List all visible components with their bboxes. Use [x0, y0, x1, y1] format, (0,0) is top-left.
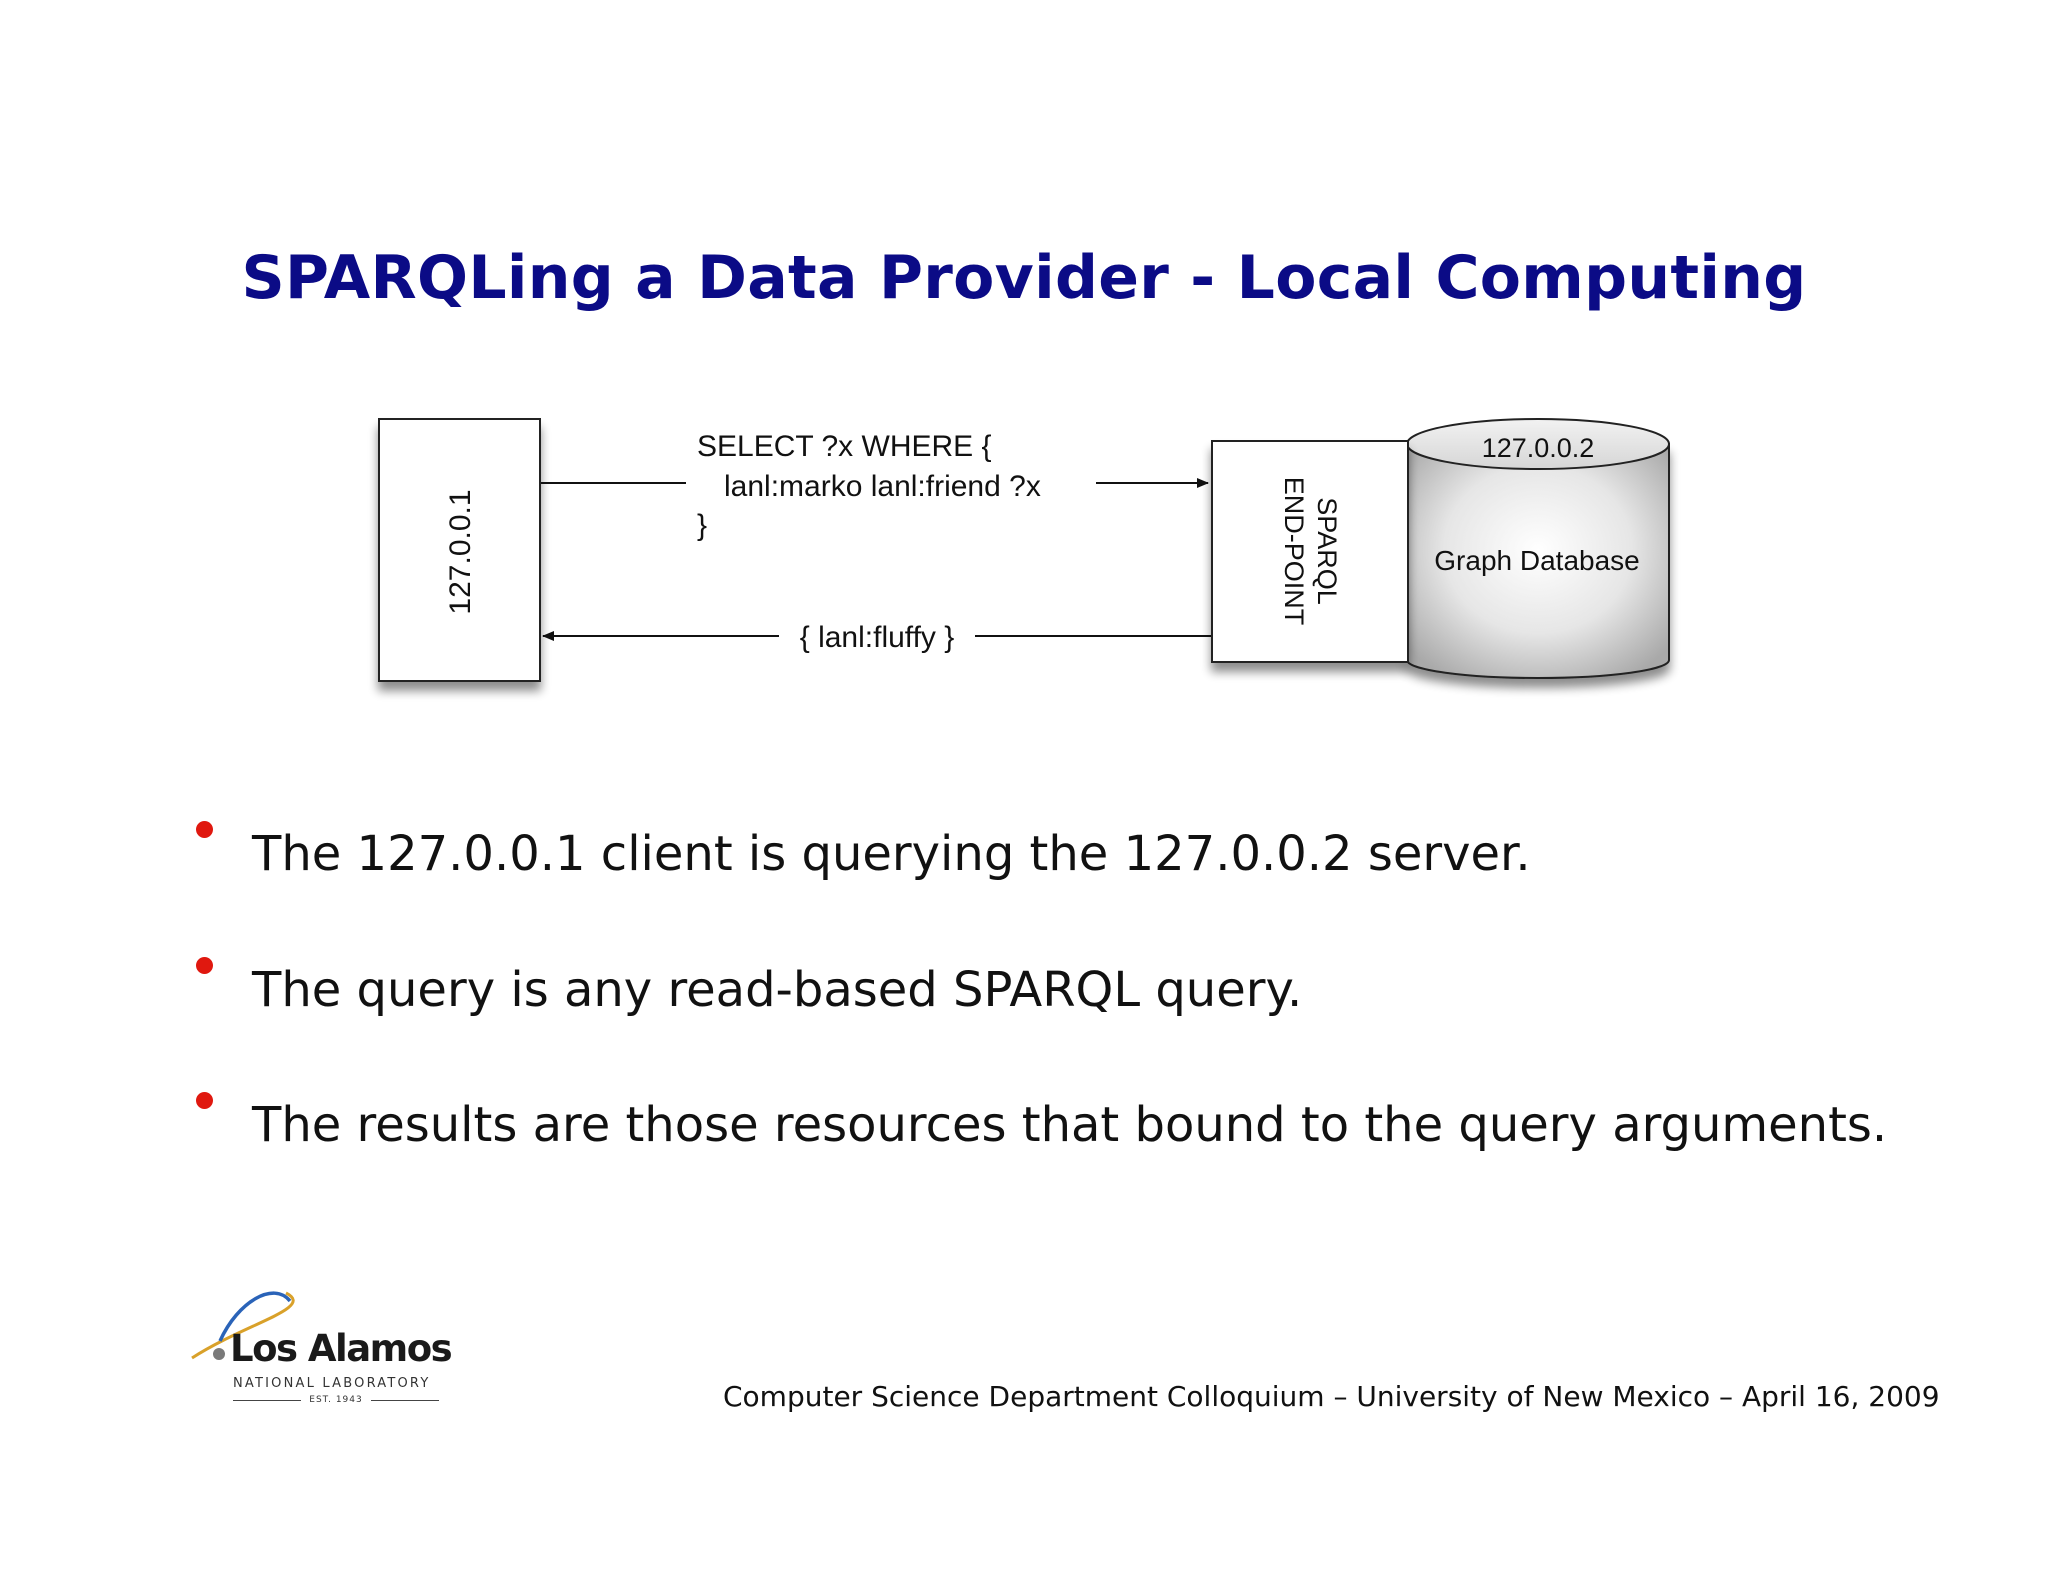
- footer-text: Computer Science Department Colloquium – University of New Mexico – April 16, 2009: [723, 1380, 1940, 1413]
- query-text: [697, 430, 1041, 542]
- bullet-text: The query is any read-based SPARQL query.: [252, 962, 1303, 1018]
- client-label: 127.0.0.1: [444, 489, 477, 615]
- query-line-3: }: [697, 509, 708, 542]
- bullet-text: The 127.0.0.1 client is querying the 127.0.0.2 server.: [252, 826, 1531, 882]
- result-label: { lanl:fluffy }: [799, 621, 955, 654]
- endpoint-line-1: SPARQL: [1312, 497, 1342, 605]
- bullet-dot: [196, 1092, 213, 1109]
- logo-subtitle: NATIONAL LABORATORY: [233, 1376, 431, 1391]
- graph-database-node: [1407, 419, 1669, 678]
- endpoint-line-2: END-POINT: [1279, 476, 1309, 626]
- bullet-dot: [196, 957, 213, 974]
- logo-name: Los Alamos: [230, 1327, 452, 1370]
- server-label: 127.0.0.2: [1481, 433, 1595, 463]
- slide-title: SPARQLing a Data Provider - Local Computing: [241, 243, 1807, 313]
- database-label: Graph Database: [1434, 545, 1640, 576]
- bullet-dot: [196, 821, 213, 838]
- result-arrow: [543, 621, 1212, 654]
- logo-est: EST. 1943: [309, 1395, 363, 1405]
- client-node: [379, 419, 540, 681]
- logo-divider-right: [371, 1400, 439, 1401]
- bullet-text: The results are those resources that bound to the query arguments.: [252, 1097, 1888, 1153]
- query-line-2: lanl:marko lanl:friend ?x: [724, 470, 1041, 503]
- query-line-1: SELECT ?x WHERE {: [697, 430, 992, 463]
- los-alamos-logo: [186, 1283, 452, 1413]
- sparql-endpoint-node: [1212, 441, 1408, 662]
